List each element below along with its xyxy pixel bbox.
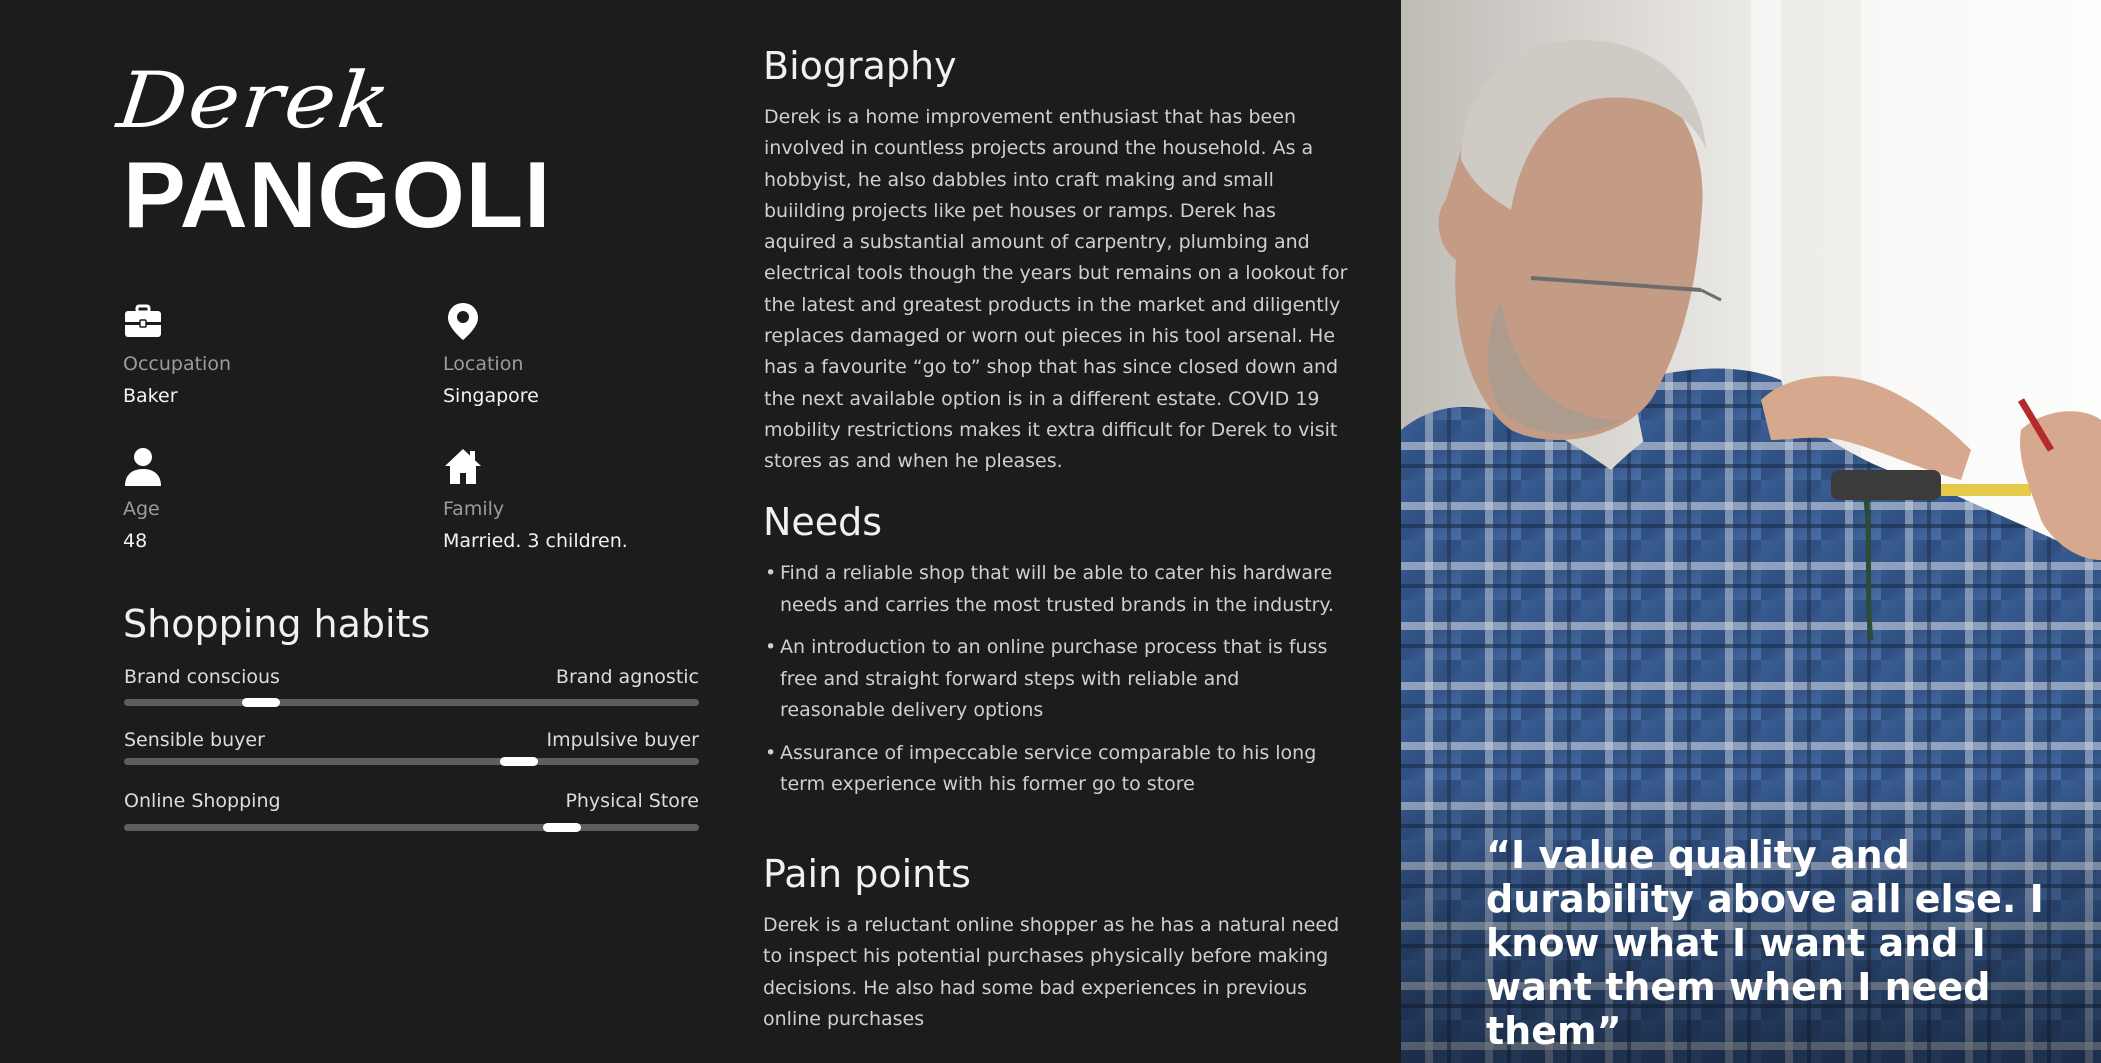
needs-item-text: Assurance of impeccable service comparable to his long term experience with his former go to store [780,741,1317,795]
habit-right-label: Physical Store [565,790,699,812]
habit-slider-track [124,824,699,831]
needs-item-text: An introduction to an online purchase process that is fuss free and straight forward steps with reliable and reasonable delivery options [780,636,1328,721]
habit-row-channel [124,790,699,812]
age-attribute [123,446,383,552]
occupation-attribute [123,301,383,407]
habit-right-label: Impulsive buyer [546,729,699,751]
needs-item-text: Find a reliable shop that will be able to cater his hardware needs and carries the most trusted brands in the industry. [780,562,1334,616]
habit-slider-track [124,699,699,706]
needs-item [765,558,1345,621]
home-icon [443,446,483,486]
persona-last-name: PANGOLI [123,142,552,247]
family-label: Family [443,498,505,520]
bullet-icon: • [765,741,777,764]
habit-left-label: Brand conscious [124,666,280,688]
needs-item [765,632,1345,727]
shopping-habits-title: Shopping habits [123,602,431,646]
habit-slider-knob[interactable] [500,757,538,766]
needs-title: Needs [763,500,883,544]
habit-slider-knob[interactable] [543,823,581,832]
habit-left-label: Online Shopping [124,790,281,812]
habit-slider-track [124,758,699,765]
occupation-value: Baker [123,385,178,407]
occupation-label: Occupation [123,353,231,375]
age-value: 48 [123,530,148,552]
pain-points-title: Pain points [763,852,971,896]
pain-points-text: Derek is a reluctant online shopper as he has a natural need to inspect his potential purchases physically before making decisions. He also had some bad experiences in previous online purchases [763,914,1340,1030]
habit-right-label: Brand agnostic [555,666,699,688]
age-label: Age [123,498,160,520]
person-icon [123,446,163,486]
biography-title: Biography [763,44,957,88]
needs-list [765,558,1345,812]
needs-item [765,738,1345,801]
bullet-icon: • [765,636,777,658]
habit-row-brand [124,666,699,688]
habit-row-buyer [124,729,699,751]
location-pin-icon [443,301,483,341]
family-attribute [443,446,703,552]
biography-text: Derek is a home improvement enthusiast that has been involved in countless projects around the household. As a hobbyist, he also dabbles into craft making and small buiilding projects like pet houses or ramps. Derek has aquired a substantial amount of carpentry, plumbing and electrical tools though the years but remains on a lookout for the latest and greatest products in the market and diligently replaces damaged or worn out pieces in his tool arsenal. He has a favourite “go to” shop that has since closed down and the next available option is in a different estate. COVID 19 mobility restrictions makes it extra difficult for Derek to visit stores as and when he pleases. [764,106,1348,473]
family-value: Married. 3 children. [443,530,628,552]
briefcase-icon [123,301,163,341]
bullet-icon: • [765,562,777,584]
persona-first-name: Derek [113,56,397,146]
habit-slider-knob[interactable] [242,698,280,707]
location-value: Singapore [443,385,539,407]
habit-left-label: Sensible buyer [124,729,265,751]
persona-quote: “I value quality and durability above all else. I know what I want and I want them when I need them” [1486,833,2044,1053]
location-label: Location [443,353,524,375]
location-attribute [443,301,703,407]
